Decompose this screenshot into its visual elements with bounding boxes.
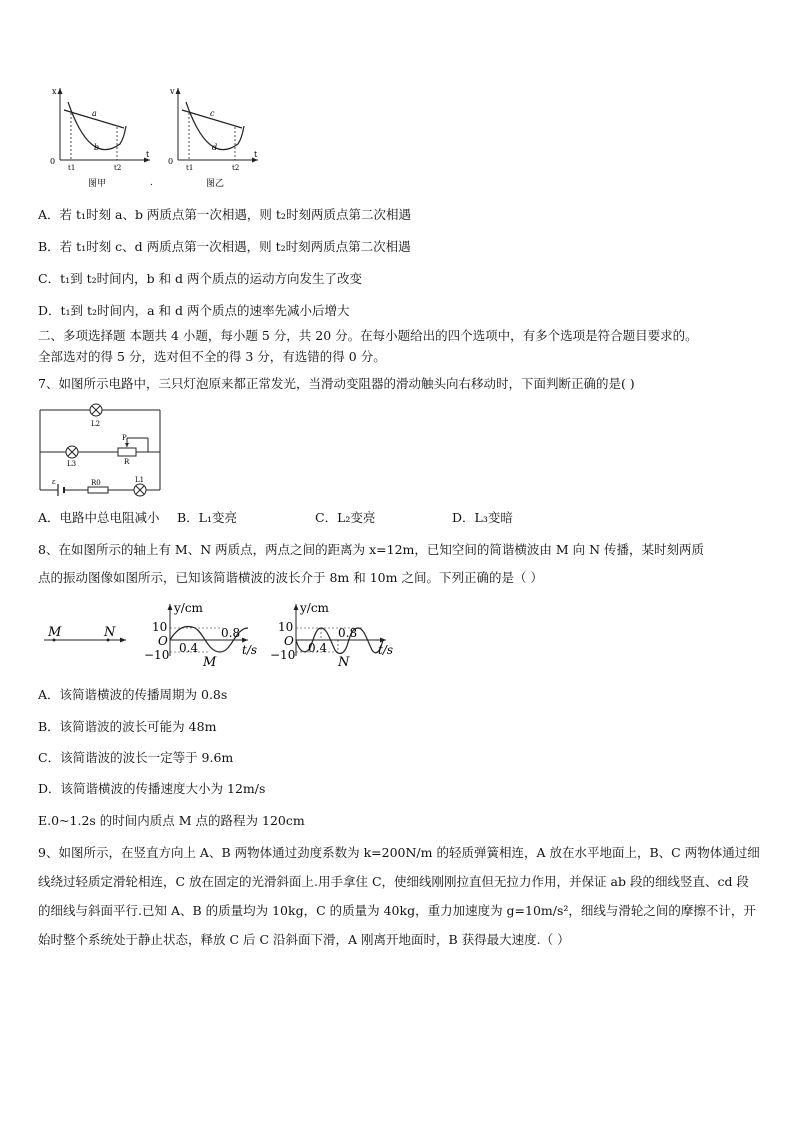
graph-jia	[50, 87, 150, 189]
q6-option-d: D．t₁到 t₂时间内，a 和 d 两个质点的速率先减小后增大	[38, 303, 350, 318]
label-a: a	[92, 109, 97, 118]
t2-label: t2	[114, 164, 122, 172]
graph2-point-label: N	[338, 655, 350, 670]
q8-option-a: A．该简谐横波的传播周期为 0.8s	[38, 687, 228, 702]
graph2-ytop: 10	[278, 620, 294, 634]
graph1-t2: 0.8	[221, 626, 241, 640]
q6-option-c: C．t₁到 t₂时间内，b 和 d 两个质点的运动方向发生了改变	[38, 271, 363, 286]
slider-arrow	[125, 443, 129, 447]
q6-option-a: A．若 t₁时刻 a、b 两质点第一次相遇，则 t₂时刻两质点第二次相遇	[38, 207, 411, 222]
caption-jia: 图甲	[88, 179, 107, 189]
axis-label-v: v	[170, 87, 175, 96]
label-b: b	[94, 143, 100, 152]
section2-line1: 二、多项选择题 本题共 4 小题，每小题 5 分，共 20 分。在每小题给出的四个选项中，有多个选项是符合题目要求的。	[38, 328, 698, 343]
q7-option-d: D．L₃变暗	[452, 510, 513, 525]
graph2-t1: 0.4	[308, 641, 328, 655]
label-d: d	[212, 143, 218, 152]
point-n-label: N	[104, 625, 116, 640]
vibration-graph-m	[144, 601, 257, 670]
label-l3: L3	[67, 460, 77, 468]
q8-option-e: E.0~1.2s 的时间内质点 M 点的路程为 120cm	[38, 813, 305, 828]
vibration-graph-n	[270, 601, 393, 670]
section2-line2: 全部选对的得 5 分，选对但不全的得 3 分，有选错的得 0 分。	[38, 349, 386, 364]
label-l1: L1	[135, 476, 145, 484]
graph1-ytop: 10	[152, 620, 168, 634]
q8-option-d: D．该简谐横波的传播速度大小为 12m/s	[38, 781, 266, 796]
point-m-label: M	[48, 625, 62, 640]
t1-label: t1	[186, 164, 194, 172]
q7-option-b: B．L₁变亮	[177, 510, 237, 525]
graph1-ybot: −10	[144, 648, 170, 662]
q6-option-b: B．若 t₁时刻 c、d 两质点第一次相遇，则 t₂时刻两质点第二次相遇	[38, 239, 411, 254]
label-emf: ε	[52, 478, 56, 486]
axis-label-x: x	[52, 87, 57, 96]
q7-options-row	[38, 509, 160, 527]
caption-yi: 图乙	[206, 179, 225, 189]
graph1-ylabel: y/cm	[174, 601, 203, 615]
label-c: c	[210, 109, 215, 118]
graph1-point-label: M	[203, 655, 217, 670]
separator-dot: .	[150, 178, 153, 188]
origin-label: 0	[50, 157, 56, 166]
t1-label: t1	[68, 164, 76, 172]
q9-text: 9、如图所示，在竖直方向上 A、B 两物体通过劲度系数为 k=200N/m 的轻质弹簧相连，A 放在水平地面上，B、C 两物体通过细线绕过轻质定滑轮相连，C 放在固定的光滑斜面上.用手拿住 C，使细线刚刚拉直但无拉力作用，并保证 ab 段的细线竖直、cd 段的细线与斜面平行.已知 A、B 的质量均为 10kg，C 的质量为 40kg，重力加速度为 g=10m/s²，细线与滑轮之间的摩擦不计，开始时整个系统处于静止状态，释放 C 后 C 沿斜面下滑，A 刚离开地面时，B 获得最大速度.（ ）	[38, 845, 760, 947]
label-r0: R0	[91, 479, 101, 487]
q8-stem-line2: 点的振动图像如图所示，已知该简谐横波的波长介于 8m 和 10m 之间。下列正确的是（ ）	[38, 570, 543, 585]
graph2-t2: 0.8	[338, 626, 358, 640]
q7-option-c: C．L₂变亮	[315, 510, 376, 525]
q8-option-b: B．该简谐波的波长可能为 48m	[38, 719, 217, 734]
axis-label-t: t	[254, 150, 258, 159]
graph1-origin: O	[158, 634, 168, 648]
label-l2: L2	[91, 420, 101, 428]
graph1-t1: 0.4	[179, 641, 199, 655]
wave-figure	[38, 596, 418, 674]
label-r: R	[124, 458, 130, 466]
graph2-xlabel: t/s	[378, 643, 394, 657]
q7-option-a: A．电路中总电阻减小	[38, 510, 160, 525]
circuit-diagram	[36, 400, 166, 500]
q7-stem: 7、如图所示电路中，三只灯泡原来都正常发光，当滑动变阻器的滑动触头向右移动时，下面判断正确的是( )	[38, 376, 635, 391]
axis-label-t: t	[146, 150, 150, 159]
graph1-xlabel: t/s	[242, 643, 258, 657]
t2-label: t2	[232, 164, 240, 172]
graph2-ybot: −10	[270, 648, 296, 662]
resistor-r0	[88, 487, 108, 493]
origin-label: 0	[168, 157, 174, 166]
rheostat-r	[118, 448, 136, 456]
graph2-ylabel: y/cm	[300, 601, 329, 615]
mn-axis	[44, 625, 126, 643]
q8-option-c: C．该简谐波的波长一定等于 9.6m	[38, 750, 234, 765]
graph2-origin: O	[284, 634, 294, 648]
graph-yi	[168, 87, 258, 189]
q8-stem-line1: 8、在如图所示的轴上有 M、N 两质点，两点之间的距离为 x=12m，已知空间的简谐横波由 M 向 N 传播，某时刻两质	[38, 542, 705, 557]
label-p: P	[122, 434, 127, 442]
motion-graphs-figure	[38, 82, 270, 192]
